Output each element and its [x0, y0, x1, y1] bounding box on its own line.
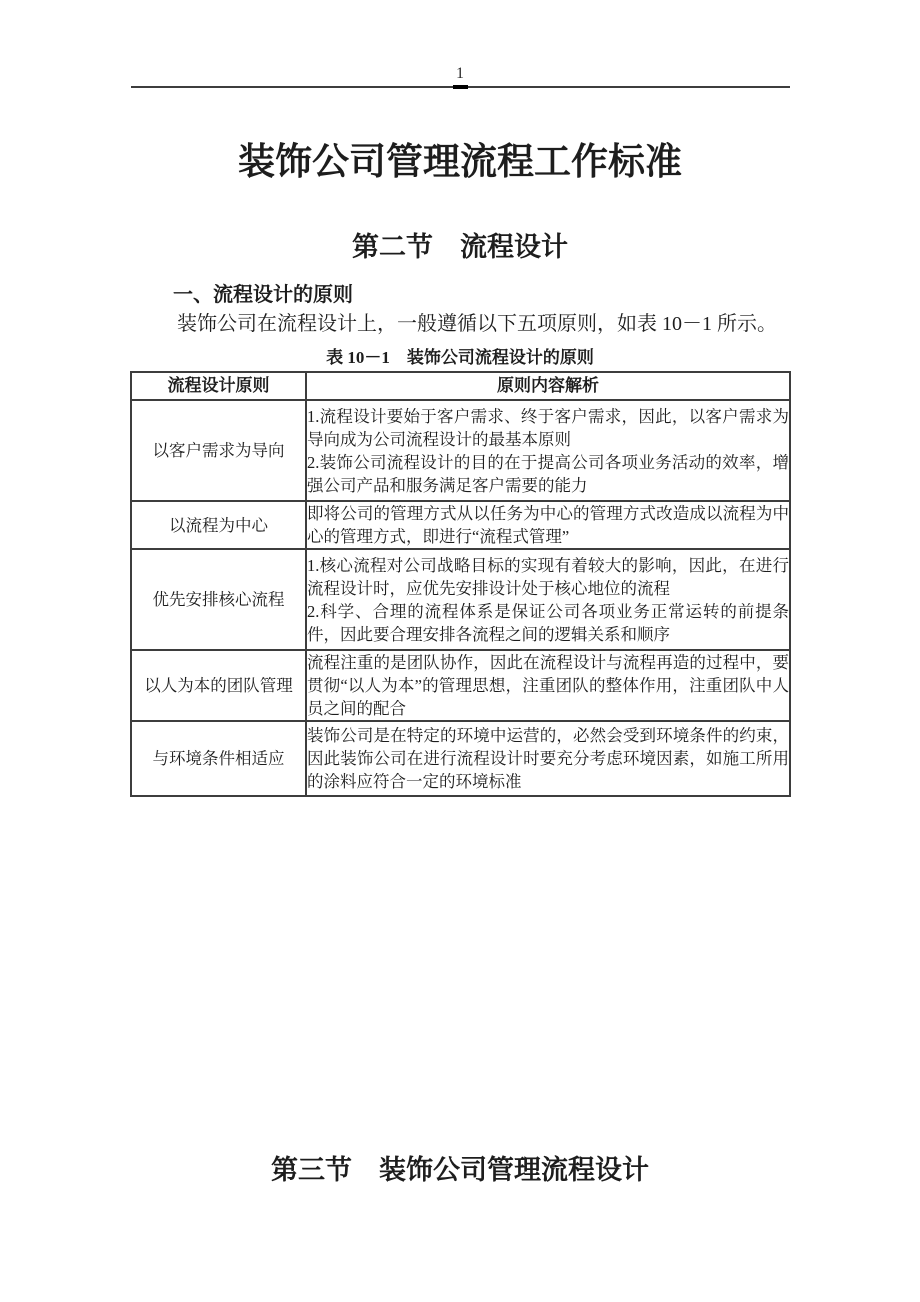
page-number: 1	[456, 65, 464, 82]
intro-paragraph: 装饰公司在流程设计上，一般遵循以下五项原则，如表 10－1 所示。	[177, 313, 777, 335]
principle-cell: 与环境条件相适应	[131, 721, 306, 796]
analysis-cell	[306, 650, 790, 721]
analysis-cell	[306, 549, 790, 650]
subheading-principles: 一、流程设计的原则	[173, 284, 353, 306]
table-header-row	[131, 372, 790, 400]
analysis-cell	[306, 501, 790, 549]
analysis-item: 即将公司的管理方式从以任务为中心的管理方式改造成以流程为中心的管理方式，即进行“流程式管理”	[307, 504, 789, 546]
principle-cell: 以流程为中心	[131, 501, 306, 549]
analysis-item: 装饰公司是在特定的环境中运营的，必然会受到环境条件的约束，因此装饰公司在进行流程设计时要充分考虑环境因素，如施工所用的涂料应符合一定的环境标准	[307, 726, 789, 791]
main-title: 装饰公司管理流程工作标准	[238, 142, 682, 183]
page-number-underline	[453, 85, 468, 89]
analysis-item: 流程注重的是团队协作，因此在流程设计与流程再造的过程中，要贯彻“以人为本”的管理思想，注重团队的整体作用，注重团队中人员之间的配合	[307, 653, 789, 718]
column-header-analysis: 原则内容解析	[306, 372, 790, 400]
analysis-item: 1.核心流程对公司战略目标的实现有着较大的影响，因此，在进行流程设计时，应优先安排设计处于核心地位的流程	[307, 555, 789, 598]
table-row	[131, 650, 790, 721]
column-header-principle: 流程设计原则	[131, 372, 306, 400]
section3-heading: 第三节 装饰公司管理流程设计	[271, 1155, 649, 1185]
principle-cell: 优先安排核心流程	[131, 549, 306, 650]
table-caption: 表 10－1 装饰公司流程设计的原则	[326, 348, 594, 367]
principle-cell: 以客户需求为导向	[131, 400, 306, 501]
analysis-item: 1.流程设计要始于客户需求、终于客户需求，因此，以客户需求为导向成为公司流程设计的最基本原则	[307, 406, 789, 449]
principle-cell: 以人为本的团队管理	[131, 650, 306, 721]
table-row	[131, 400, 790, 501]
principles-table	[130, 371, 791, 797]
analysis-cell	[306, 721, 790, 796]
analysis-item: 2.装饰公司流程设计的目的在于提高公司各项业务活动的效率，增强公司产品和服务满足客户需要的能力	[307, 452, 789, 495]
table-row	[131, 501, 790, 549]
table-row	[131, 721, 790, 796]
analysis-item: 2.科学、合理的流程体系是保证公司各项业务正常运转的前提条件，因此要合理安排各流程之间的逻辑关系和顺序	[307, 601, 789, 644]
analysis-cell	[306, 400, 790, 501]
table-row	[131, 549, 790, 650]
section2-heading: 第二节 流程设计	[352, 232, 568, 262]
